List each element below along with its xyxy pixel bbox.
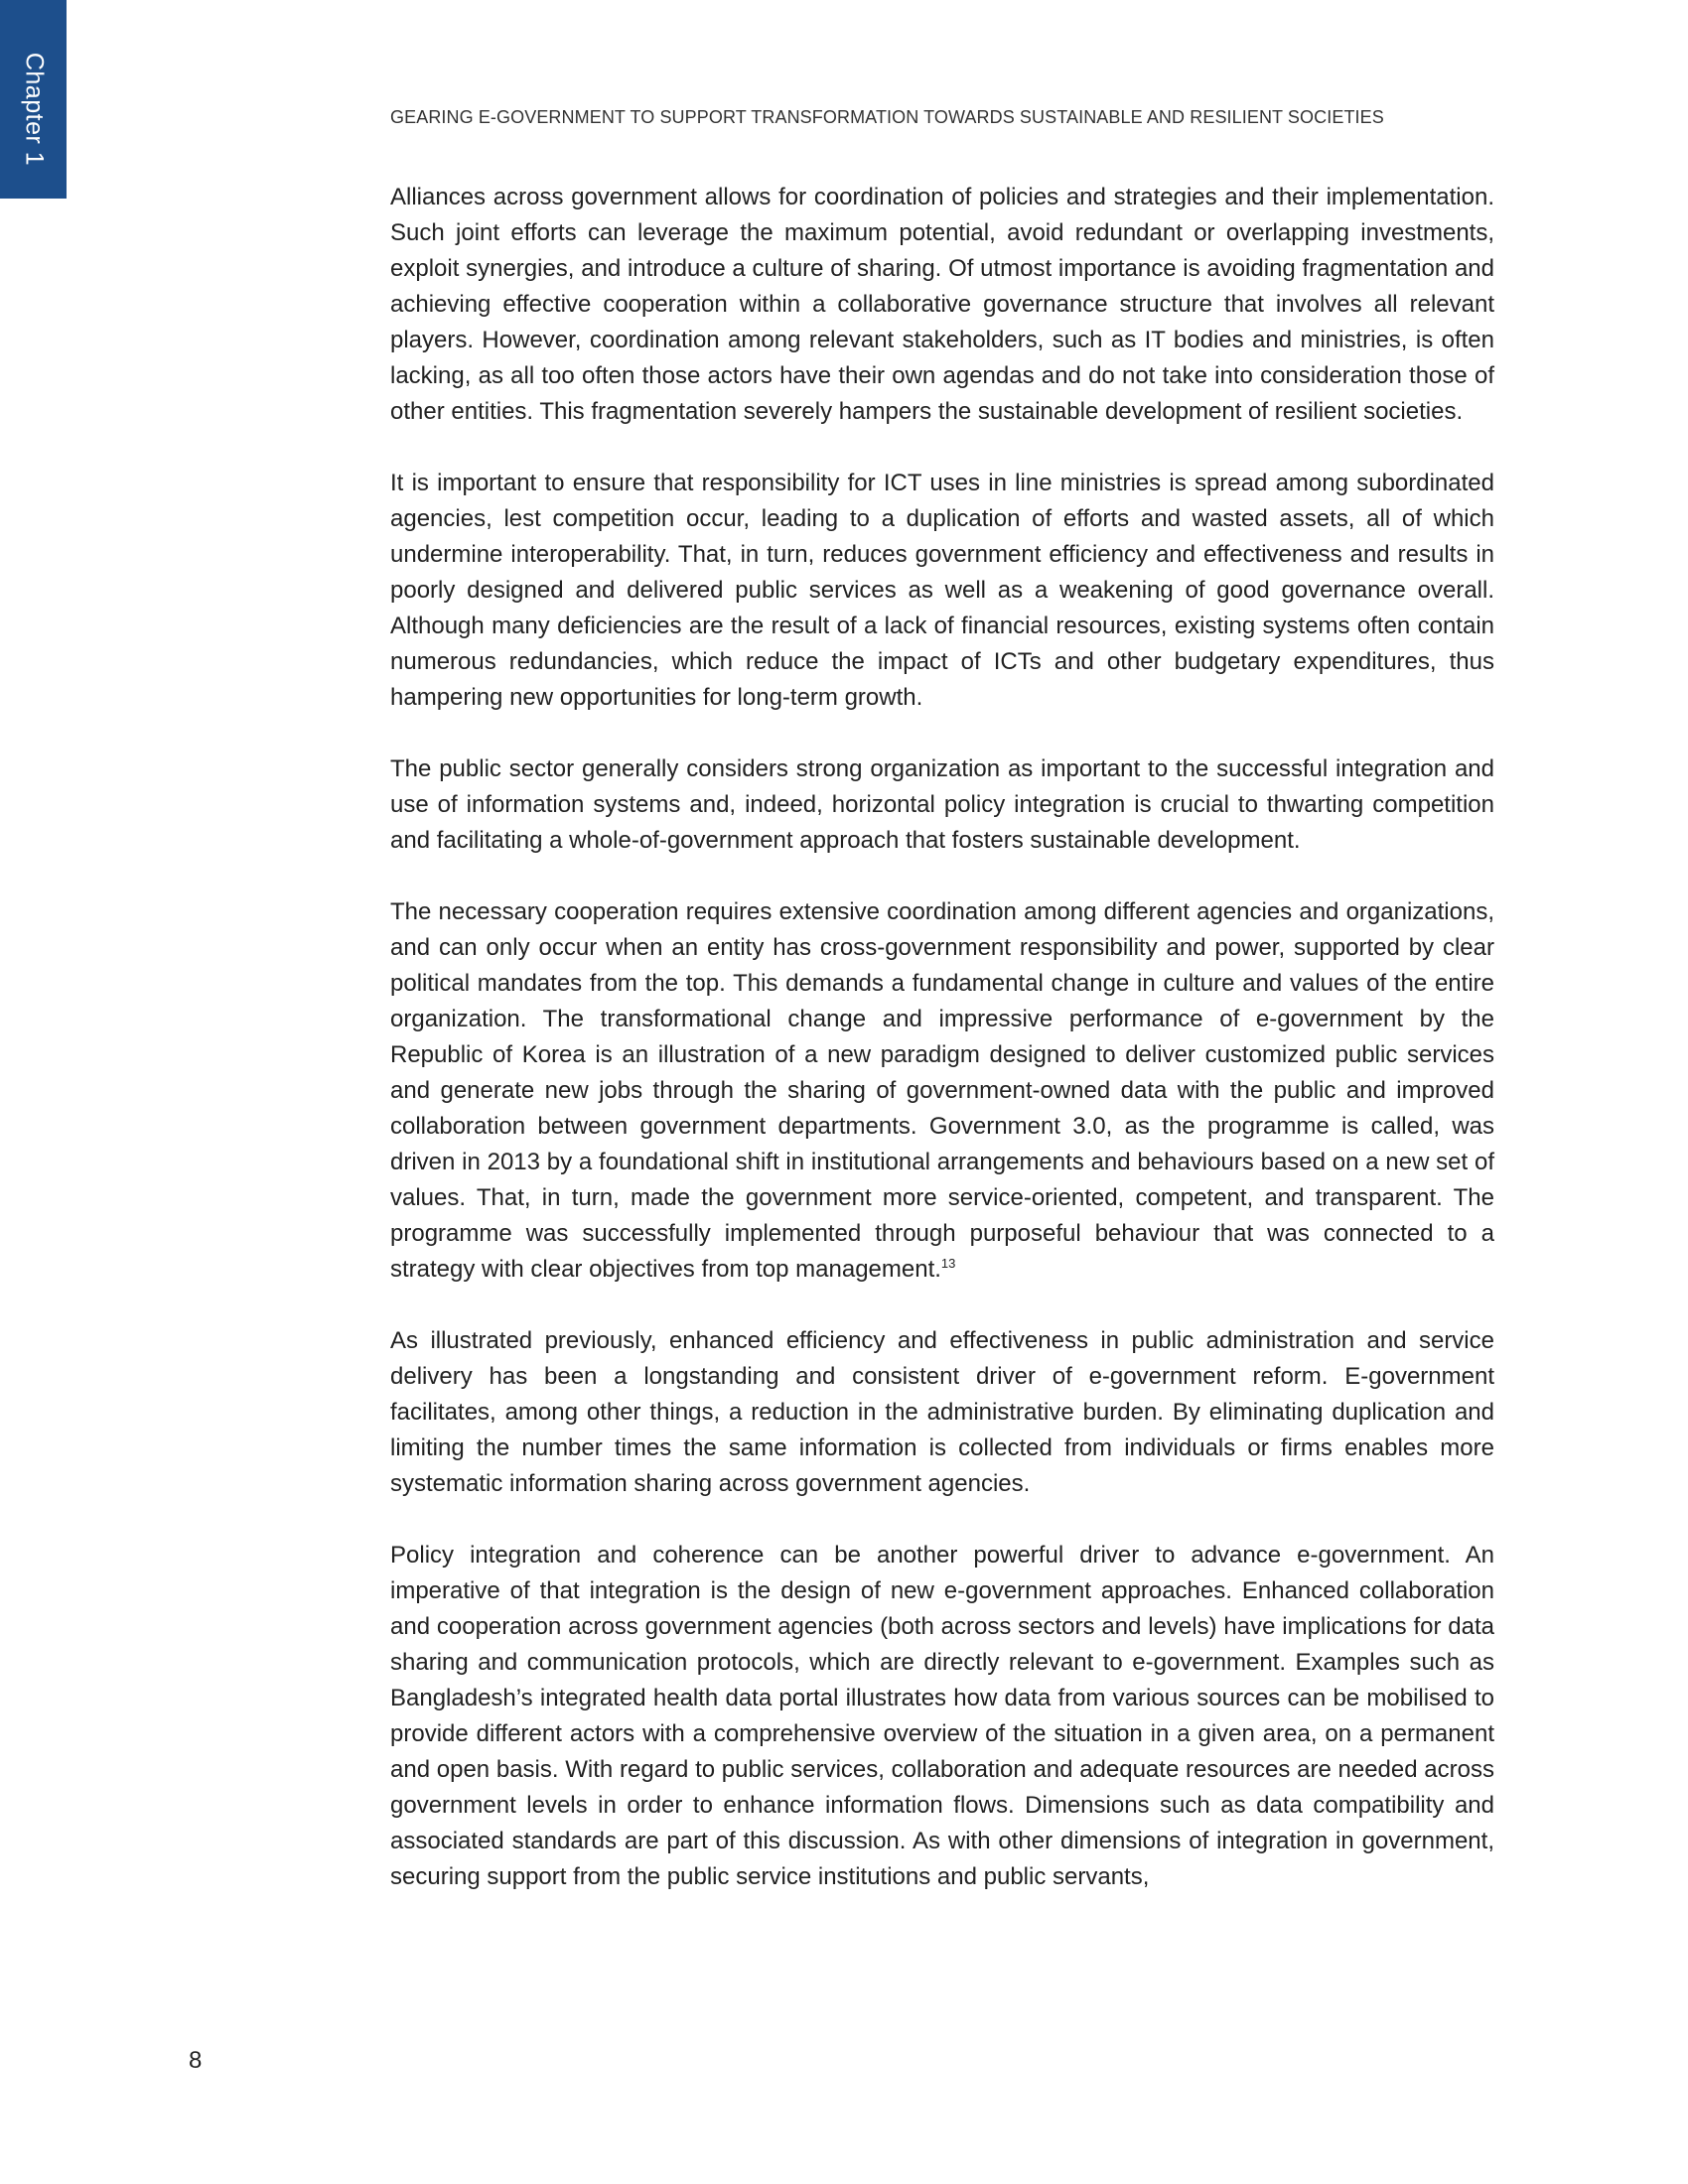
running-header: GEARING E-GOVERNMENT TO SUPPORT TRANSFORMATION TOWARDS SUSTAINABLE AND RESILIENT SOCIETIES [390, 107, 1384, 127]
chapter-tab [0, 0, 67, 199]
paragraph: Policy integration and coherence can be another powerful driver to advance e-government. An imperative of that integration is the design of new e-government approaches. Enhanced collaboration and cooperation across government agencies (both across sectors and levels) have implications for data sharing and communication protocols, which are directly relevant to e-government. Examples such as Bangladesh’s integrated health data portal illustrates how data from various sources can be mobilised to provide different actors with a comprehensive overview of the situation in a given area, on a permanent and open basis. With regard to public services, collaboration and adequate resources are needed across government levels in order to enhance information flows. Dimensions such as data compatibility and associated standards are part of this discussion. As with other dimensions of integration in government, securing support from the public service institutions and public servants, [390, 1542, 1494, 1890]
paragraph: As illustrated previously, enhanced efficiency and effectiveness in public administration and service delivery has been a longstanding and consistent driver of e-government reform. E-government facilitates, among other things, a reduction in the administrative burden. By eliminating duplication and limiting the number times the same information is collected from individuals or firms enables more systematic information sharing across government agencies. [390, 1327, 1494, 1497]
paragraph: The public sector generally considers strong organization as important to the successful integration and use of information systems and, indeed, horizontal policy integration is crucial to thwarting competition and facilitating a whole-of-government approach that fosters sustainable development. [390, 755, 1494, 854]
paragraph-text: The necessary cooperation requires extensive coordination among different agencies and organizations, and can only occur when an entity has cross-government responsibility and power, supported by clear political mandates from the top. This demands a fundamental change in culture and values of the entire organization. The transformational change and impressive performance of e-government by the Republic of Korea is an illustration of a new paradigm designed to deliver customized public services and generate new jobs through the sharing of government-owned data with the public and improved collaboration between government departments. Government 3.0, as the programme is called, was driven in 2013 by a foundational shift in institutional arrangements and behaviours based on a new set of values. That, in turn, made the government more service-oriented, competent, and transparent. The programme was successfully implemented through purposeful behaviour that was connected to a strategy with clear objectives from top management. [390, 898, 1494, 1283]
paragraph: Alliances across government allows for coordination of policies and strategies and their implementation. Such joint efforts can leverage the maximum potential, avoid redundant or overlapping investments, exploit synergies, and introduce a culture of sharing. Of utmost importance is avoiding fragmentation and achieving effective cooperation within a collaborative governance structure that involves all relevant players. However, coordination among relevant stakeholders, such as IT bodies and ministries, is often lacking, as all too often those actors have their own agendas and do not take into consideration those of other entities. This fragmentation severely hampers the sustainable development of resilient societies. [390, 184, 1494, 425]
paragraph: It is important to ensure that responsibility for ICT uses in line ministries is spread among subordinated agencies, lest competition occur, leading to a duplication of efforts and wasted assets, all of which undermine interoperability. That, in turn, reduces government efficiency and effectiveness and results in poorly designed and delivered public services as well as a weakening of good governance overall. Although many deficiencies are the result of a lack of financial resources, existing systems often contain numerous redundancies, which reduce the impact of ICTs and other budgetary expenditures, thus hampering new opportunities for long-term growth. [390, 470, 1494, 711]
chapter-tab-label: Chapter 1 [20, 52, 49, 167]
paragraph [390, 894, 1494, 1288]
footnote-reference[interactable]: 13 [940, 1256, 956, 1271]
body-text [390, 180, 1494, 1931]
page-number: 8 [189, 2047, 203, 2074]
